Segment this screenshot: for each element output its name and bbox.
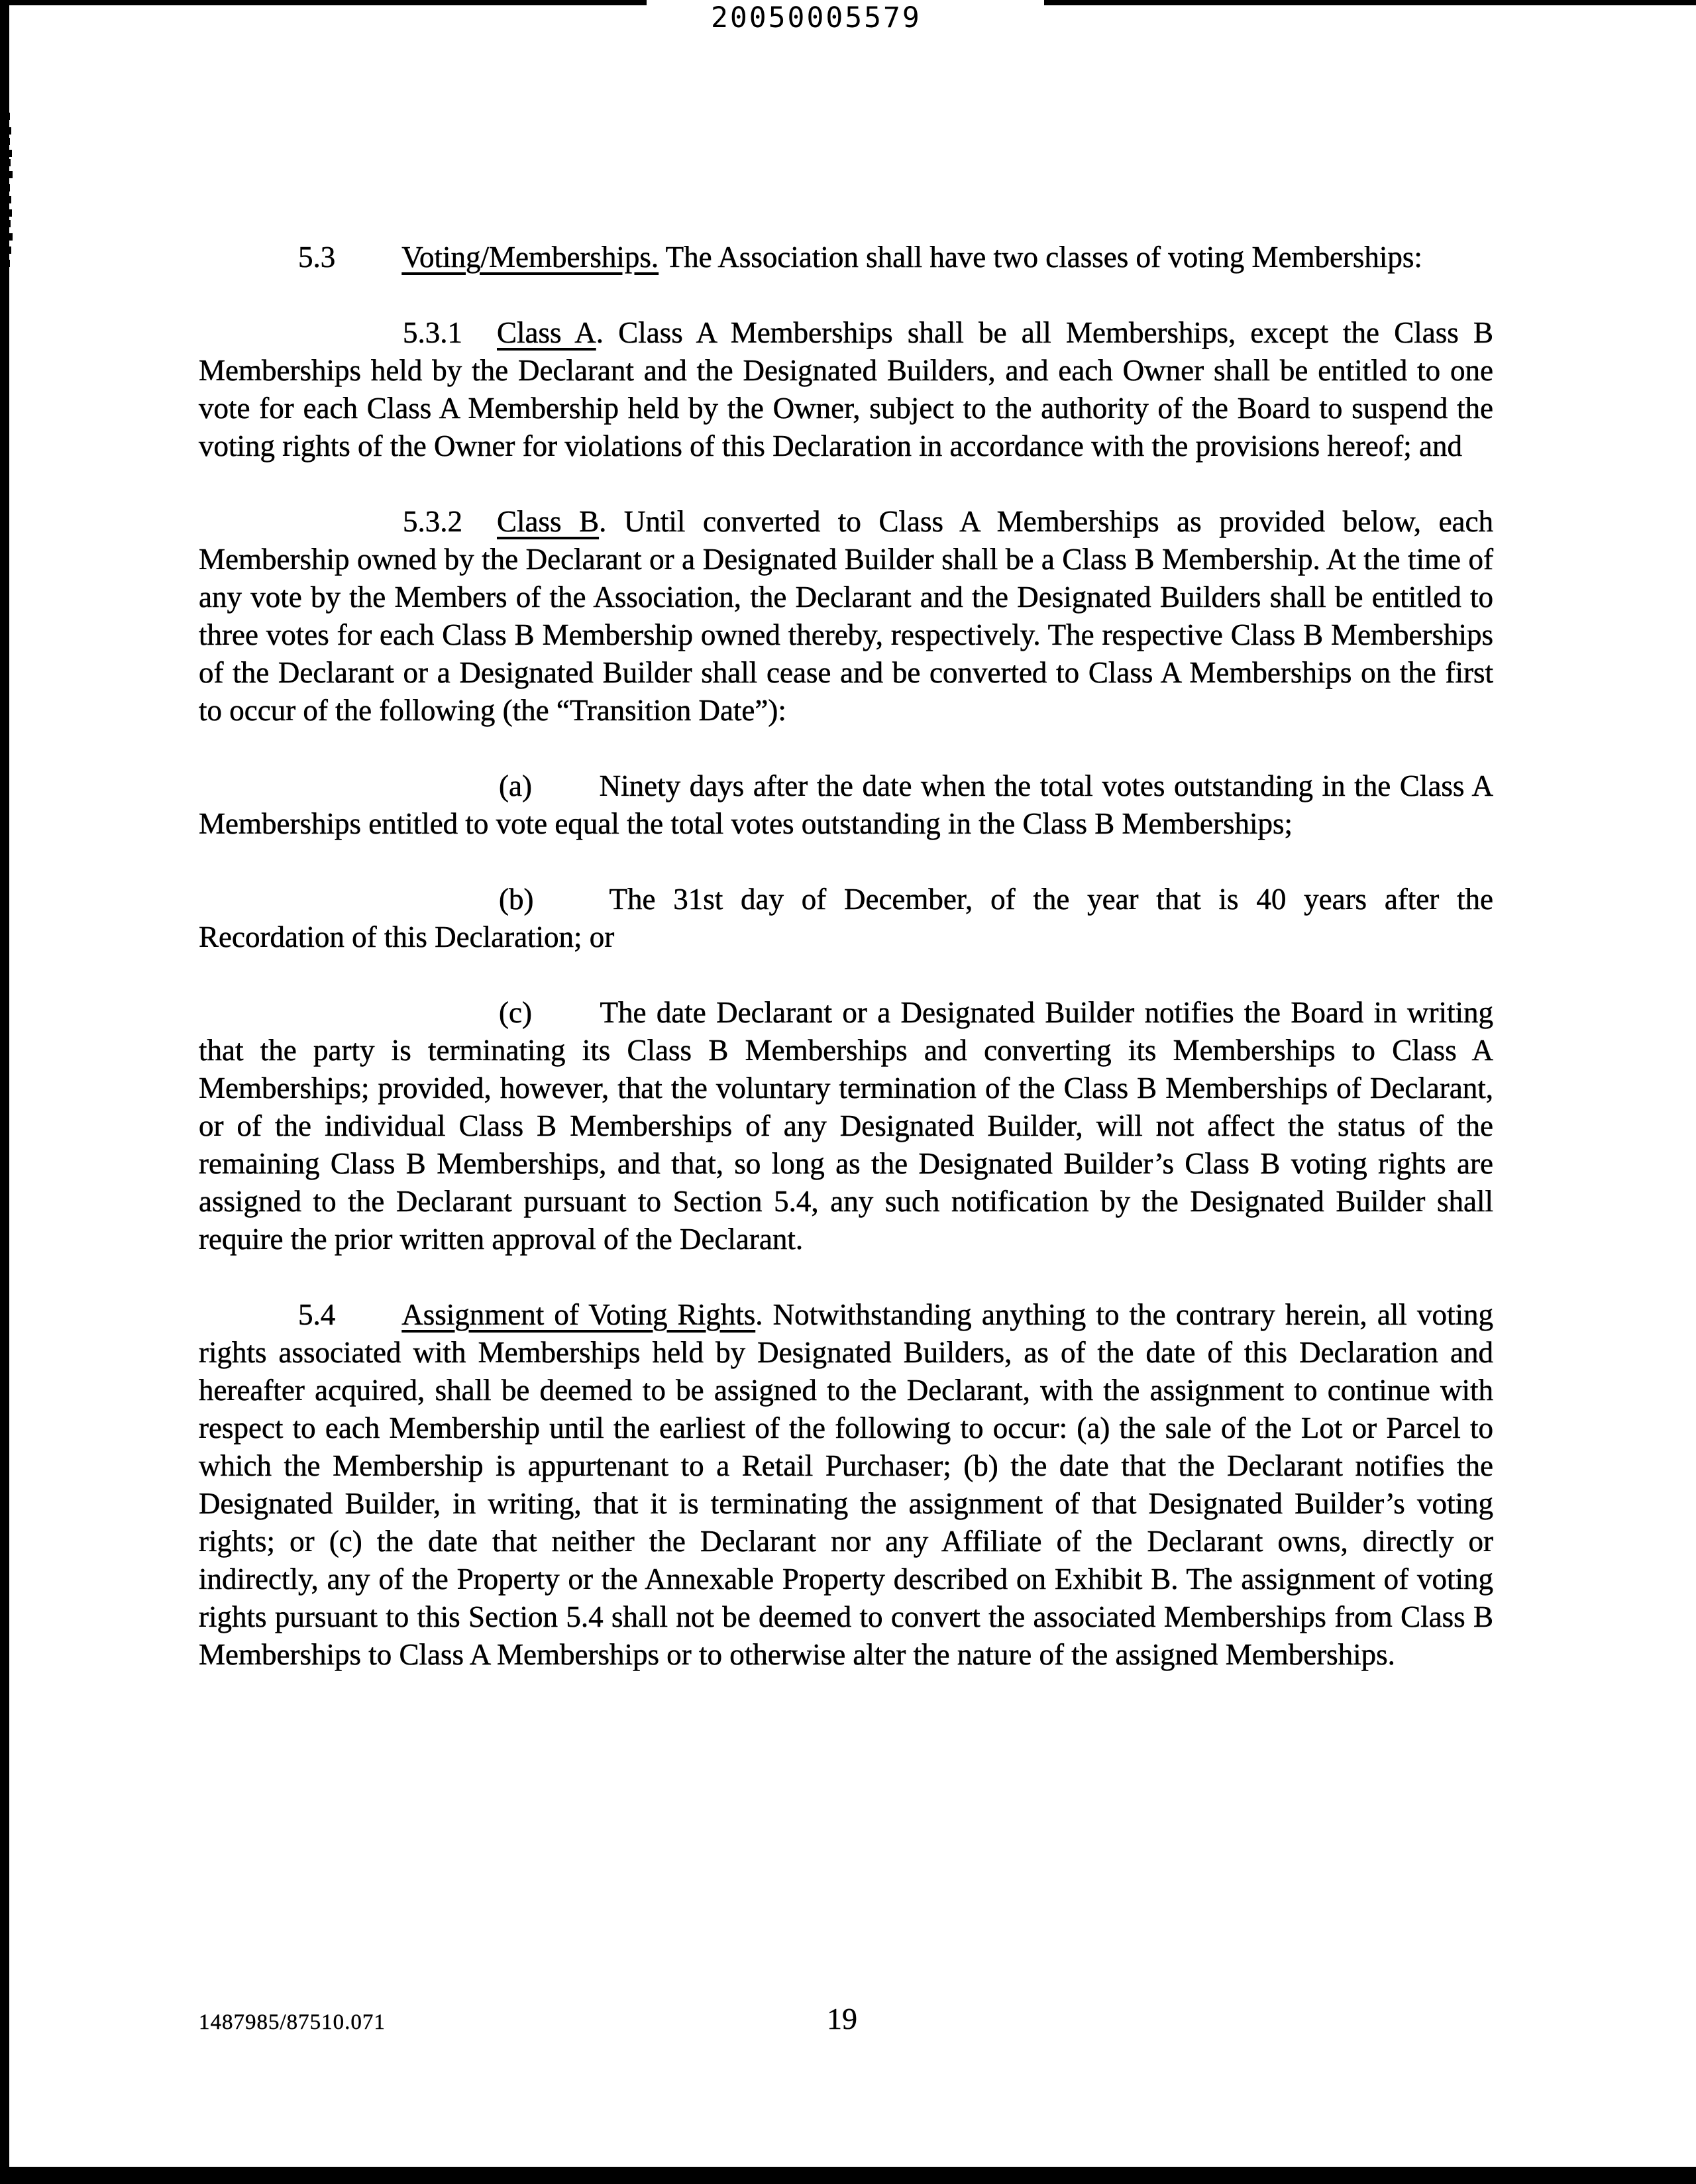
section-body: Notwithstanding anything to the contrary herein, all voting rights associated with Memberships held by Designated Builders, as of the date of this Declaration and hereafter acquired, shall be deemed to be assigned to the Declarant, with the assignment to continue with respect to each Membership until the earliest of the following to occur: (a) the sale of the Lot or Parcel to which the Membership is appurtenant to a Retail Purchaser; (b) the date that the Declarant notifies the Designated Builder, in writing, that it is terminating the assignment of that Designated Builder’s voting rights; or (c) the date that neither the Declarant nor any Affiliate of the Declarant owns, directly or indirectly, any of the Property or the Annexable Property described on Exhibit B. The assignment of voting rights pursuant to this Section 5.4 shall not be deemed to convert the associated Memberships from Class B Memberships to Class A Memberships or to otherwise alter the nature of the assigned Memberships.: [199, 1298, 1493, 1671]
scan-artifact-top-right-edge: [1044, 0, 1696, 5]
scan-artifact-bottom-edge: [0, 2167, 1696, 2184]
section-body: Class A Memberships shall be all Memberships, except the Class B Memberships held by the Declarant and the Designated Builders, and each Owner shall be entitled to one vote for each Class A Membership held by the Owner, subject to the authority of the Board to suspend the voting rights of the Owner for violations of this Declaration in accordance with the provisions hereof; and: [199, 316, 1493, 463]
section-body: Until converted to Class A Memberships as provided below, each Membership owned by the Declarant or a Designated Builder shall be a Class B Membership. At the time of any vote by the Members of the Association, the Declarant and the Designated Builders shall be entitled to three votes for each Class B Membership owned thereby, respectively. The respective Class B Memberships of the Declarant or a Designated Builder shall cease and be converted to Class A Memberships on the first to occur of the following (the “Transition Date”):: [199, 505, 1494, 727]
scan-artifact-left-edge: [0, 0, 9, 2184]
paragraph-b: [199, 881, 1493, 956]
clause-body: Ninety days after the date when the total votes outstanding in the Class A Memberships entitled to vote equal the total votes outstanding in the Class B Memberships;: [199, 769, 1493, 840]
document-body: [199, 239, 1493, 1674]
paragraph-c: [199, 994, 1493, 1258]
section-heading-period: .: [599, 505, 607, 538]
section-heading: Assignment of Voting Rights: [401, 1298, 756, 1331]
section-body: The Association shall have two classes of voting Memberships:: [665, 241, 1422, 274]
scan-artifact-top-left-edge: [9, 0, 647, 5]
scan-artifact-noise-dashes: [5, 113, 10, 120]
paragraph-5-4: [199, 1296, 1493, 1674]
section-number: 5.4: [298, 1298, 336, 1331]
clause-letter: (a): [499, 769, 532, 802]
section-heading: Class A: [497, 316, 596, 349]
section-number: 5.3: [298, 241, 336, 274]
section-heading: Voting/Memberships.: [401, 241, 659, 274]
section-heading-period: .: [755, 1298, 763, 1331]
recording-number: 20050005579: [711, 1, 922, 34]
paragraph-5-3: [199, 239, 1493, 276]
footer-file-number: 1487985/87510.071: [199, 2010, 386, 2034]
section-heading: Class B: [497, 505, 600, 538]
section-number: 5.3.1: [403, 316, 462, 349]
section-number: 5.3.2: [403, 505, 462, 538]
footer-page-number: 19: [827, 2002, 857, 2036]
paragraph-5-3-1: [199, 314, 1493, 465]
paragraph-5-3-2: [199, 503, 1493, 730]
clause-body: The 31st day of December, of the year that is 40 years after the Recordation of this Declaration; or: [199, 883, 1494, 954]
section-heading-period: .: [596, 316, 604, 349]
clause-letter: (b): [499, 883, 534, 916]
clause-body: The date Declarant or a Designated Builder notifies the Board in writing that the party is terminating its Class B Memberships and converting its Memberships to Class A Memberships; provided, however, that the voluntary termination of the Class B Memberships of Declarant, or of the individual Class B Memberships of any Designated Builder, will not affect the status of the remaining Class B Memberships, and that, so long as the Designated Builder’s Class B voting rights are assigned to the Declarant pursuant to Section 5.4, any such notification by the Designated Builder shall require the prior written approval of the Declarant.: [199, 996, 1493, 1256]
clause-letter: (c): [499, 996, 532, 1029]
paragraph-a: [199, 767, 1493, 843]
